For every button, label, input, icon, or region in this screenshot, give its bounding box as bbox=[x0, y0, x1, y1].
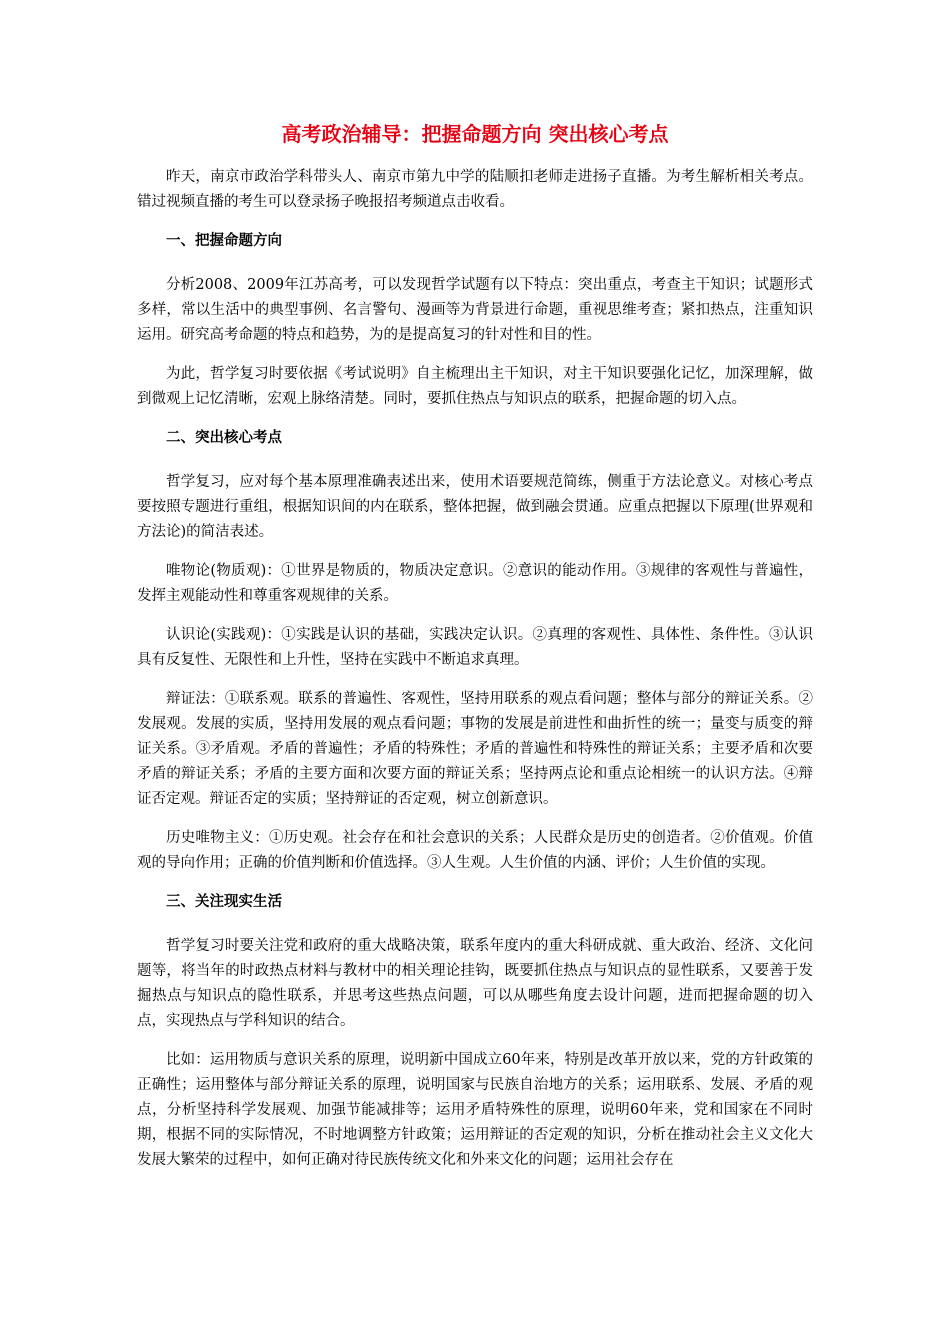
section-paragraph: 为此，哲学复习时要依据《考试说明》自主梳理出主干知识，对主干知识要强化记忆，加深理解，做到微观上记忆清晰，宏观上脉络清楚。同时，要抓住热点与知识点的联系，把握命题的切入点。 bbox=[137, 366, 813, 407]
document-title: 高考政治辅导：把握命题方向 突出核心考点 bbox=[281, 122, 669, 146]
section-heading: 一、把握命题方向 bbox=[166, 233, 282, 249]
section-paragraph: 分析2008、2009年江苏高考，可以发现哲学试题有以下特点：突出重点，考查主干知识；试题形式多样，常以生活中的典型事例、名言警句、漫画等为背景进行命题，重视思维考查；紧扣热点，注重知识运用。研究高考命题的特点和趋势，为的是提高复习的针对性和目的性。 bbox=[137, 277, 813, 343]
section-paragraph: 历史唯物主义：①历史观。社会存在和社会意识的关系；人民群众是历史的创造者。②价值观。价值观的导向作用；正确的价值判断和价值选择。③人生观。人生价值的内涵、评价；人生价值的实现。 bbox=[137, 830, 813, 871]
document-body bbox=[137, 165, 813, 1187]
section-paragraph: 辩证法：①联系观。联系的普遍性、客观性，坚持用联系的观点看问题；整体与部分的辩证关系。②发展观。发展的实质，坚持用发展的观点看问题；事物的发展是前进性和曲折性的统一；量变与质变的辩证关系。③矛盾观。矛盾的普遍性；矛盾的特殊性；矛盾的普遍性和特殊性的辩证关系；主要矛盾和次要矛盾的辩证关系；矛盾的主要方面和次要方面的辩证关系；坚持两点论和重点论相统一的认识方法。④辩证否定观。辩证否定的实质；坚持辩证的否定观，树立创新意识。 bbox=[137, 691, 813, 807]
section-heading: 二、突出核心考点 bbox=[166, 430, 282, 446]
section-heading: 三、关注现实生活 bbox=[166, 894, 282, 910]
intro-paragraph: 昨天，南京市政治学科带头人、南京市第九中学的陆顺扣老师走进扬子直播。为考生解析相关考点。错过视频直播的考生可以登录扬子晚报招考频道点击收看。 bbox=[137, 169, 813, 210]
section-paragraph: 比如：运用物质与意识关系的原理，说明新中国成立60年来，特别是改革开放以来，党的方针政策的正确性；运用整体与部分辩证关系的原理，说明国家与民族自治地方的关系；运用联系、发展、矛盾的观点，分析坚持科学发展观、加强节能减排等；运用矛盾特殊性的原理，说明60年来，党和国家在不同时期，根据不同的实际情况，不时地调整方针政策；运用辩证的否定观的知识，分析在推动社会主义文化大发展大繁荣的过程中，如何正确对待民族传统文化和外来文化的问题；运用社会存在 bbox=[137, 1052, 813, 1168]
section-paragraph: 哲学复习，应对每个基本原理准确表述出来，使用术语要规范简练，侧重于方法论意义。对核心考点要按照专题进行重组，根据知识间的内在联系，整体把握，做到融会贯通。应重点把握以下原理(世界观和方法论)的简洁表述。 bbox=[137, 474, 813, 540]
section-paragraph: 哲学复习时要关注党和政府的重大战略决策，联系年度内的重大科研成就、重大政治、经济、文化问题等，将当年的时政热点材料与教材中的相关理论挂钩，既要抓住热点与知识点的显性联系，又要善于发掘热点与知识点的隐性联系，并思考这些热点问题，可以从哪些角度去设计问题，进而把握命题的切入点，实现热点与学科知识的结合。 bbox=[137, 938, 813, 1029]
section-paragraph: 认识论(实践观)：①实践是认识的基础，实践决定认识。②真理的客观性、具体性、条件性。③认识具有反复性、无限性和上升性，坚持在实践中不断追求真理。 bbox=[137, 627, 813, 668]
section-paragraph: 唯物论(物质观)：①世界是物质的，物质决定意识。②意识的能动作用。③规律的客观性与普遍性，发挥主观能动性和尊重客观规律的关系。 bbox=[137, 563, 813, 604]
